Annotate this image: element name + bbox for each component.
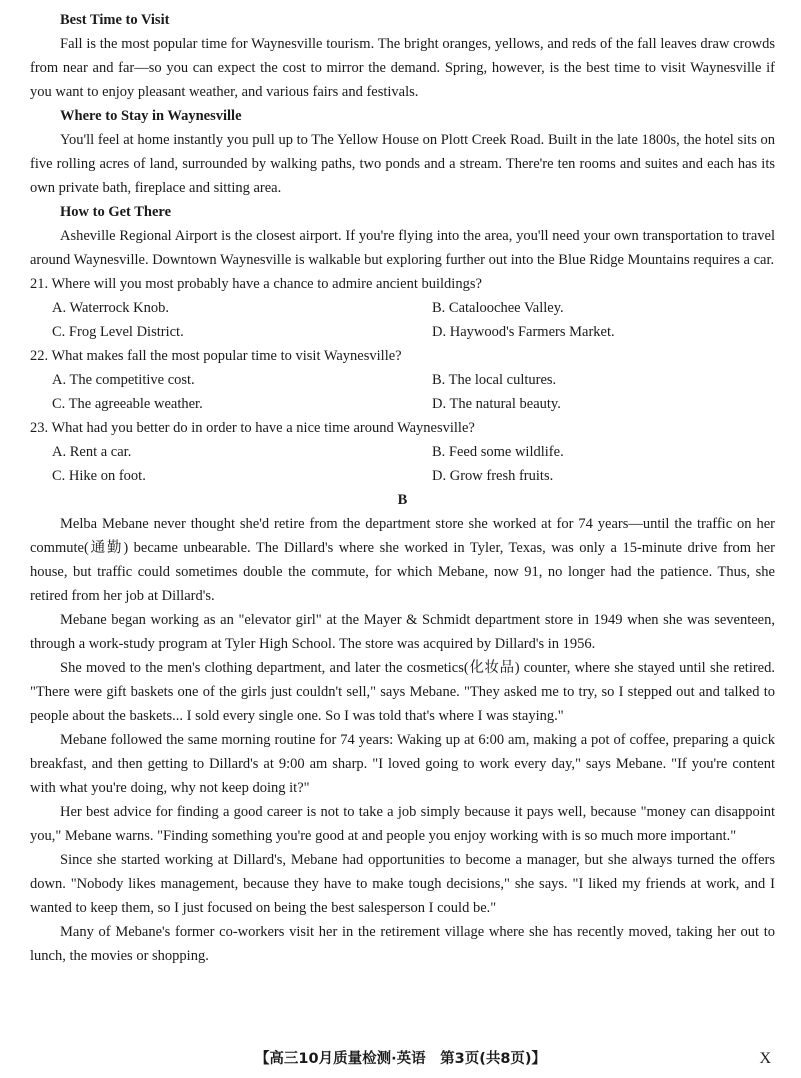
- footer-label: 【高三10月质量检测·英语 第3页(共8页)】: [254, 1051, 547, 1067]
- option-b: B. Feed some wildlife.: [432, 444, 564, 460]
- question-21: [30, 272, 775, 344]
- section-b-paragraph: Her best advice for finding a good career is not to take a job simply because it pays well, because "money can disappoint you," Mebane warns. "Finding something you're good at and people you enjoy working with is so much more important.": [30, 804, 775, 844]
- option-c: C. Frog Level District.: [52, 324, 184, 340]
- answer-options: [30, 296, 775, 344]
- paragraph-where-to-stay: You'll feel at home instantly you pull up to The Yellow House on Plott Creek Road. Built in the late 1800s, the hotel sits on five rolling acres of land, surrounded by walking paths, two ponds and a stream. There're ten rooms and suites and each has its own private bath, fireplace and sitting area.: [30, 132, 775, 196]
- section-b-paragraph: Melba Mebane never thought she'd retire from the department store she worked at for 74 years—until the traffic on her commute(通勤) became unbearable. The Dillard's where she worked in Tyler, Texas, was only a 15-minute drive from her house, but traffic could sometimes double the commute, for which Mebane, now 91, no longer had the patience. Thus, she retired from her job at Dillard's.: [30, 516, 775, 604]
- exam-page: [30, 8, 775, 968]
- heading-where-to-stay: Where to Stay in Waynesville: [60, 108, 242, 124]
- option-a: A. Rent a car.: [52, 444, 132, 460]
- question-23: [30, 416, 775, 488]
- option-c: C. The agreeable weather.: [52, 396, 203, 412]
- paragraph-how-to-get-there: Asheville Regional Airport is the closest airport. If you're flying into the area, you'll need your own transportation to travel around Waynesville. Downtown Waynesville is walkable but exploring further out into the Blue Ridge Mountains requires a car.: [30, 228, 775, 268]
- section-b-paragraph: She moved to the men's clothing department, and later the cosmetics(化妆品) counter, where she stayed until she retired. "There were gift baskets one of the girls just couldn't sell," says Mebane. "They asked me to try, so I stepped out and talked to people about the baskets... I sold every single one. So I was told that's where I was staying.": [30, 660, 775, 724]
- question-22: [30, 344, 775, 416]
- question-text: 21. Where will you most probably have a chance to admire ancient buildings?: [30, 276, 482, 292]
- option-d: D. Haywood's Farmers Market.: [432, 324, 615, 340]
- option-b: B. The local cultures.: [432, 372, 557, 388]
- footer-mark: X: [759, 1050, 771, 1067]
- option-a: A. The competitive cost.: [52, 372, 195, 388]
- option-c: C. Hike on foot.: [52, 468, 146, 484]
- question-text: 22. What makes fall the most popular time to visit Waynesville?: [30, 348, 402, 364]
- option-a: A. Waterrock Knob.: [52, 300, 169, 316]
- section-b-paragraph: Since she started working at Dillard's, Mebane had opportunities to become a manager, but she always turned the offers down. "Nobody likes management, because they have to make tough decisions," she says. "I liked my friends at work, and I wanted to keep them, so I just focused on being the best salesperson I could be.": [30, 852, 775, 916]
- answer-options: [30, 368, 775, 416]
- question-text: 23. What had you better do in order to have a nice time around Waynesville?: [30, 420, 475, 436]
- section-b-paragraph: Mebane followed the same morning routine for 74 years: Waking up at 6:00 am, making a pot of coffee, preparing a quick breakfast, and then getting to Dillard's at 9:00 am sharp. "I loved going to work every day," says Mebane. "If you're content with what you're doing, why not keep doing it?": [30, 732, 775, 796]
- answer-options: [30, 440, 775, 488]
- option-d: D. Grow fresh fruits.: [432, 468, 554, 484]
- option-d: D. The natural beauty.: [432, 396, 561, 412]
- section-b-paragraph: Many of Mebane's former co-workers visit her in the retirement village where she has recently moved, taking her out to lunch, the movies or shopping.: [30, 924, 775, 964]
- section-b-paragraph: Mebane began working as an "elevator girl" at the Mayer & Schmidt department store in 1949 when she was seventeen, through a work-study program at Tyler High School. The store was acquired by Dillard's in 1956.: [30, 612, 775, 652]
- heading-how-to-get-there: How to Get There: [60, 204, 172, 220]
- paragraph-best-time: Fall is the most popular time for Waynesville tourism. The bright oranges, yellows, and reds of the fall leaves draw crowds from near and far—so you can expect the cost to mirror the demand. Spring, however, is the best time to visit Waynesville if you want to enjoy pleasant weather, and various fairs and festivals.: [30, 36, 775, 100]
- option-b: B. Cataloochee Valley.: [432, 300, 564, 316]
- section-b-title: B: [397, 492, 408, 508]
- heading-best-time: Best Time to Visit: [60, 12, 170, 28]
